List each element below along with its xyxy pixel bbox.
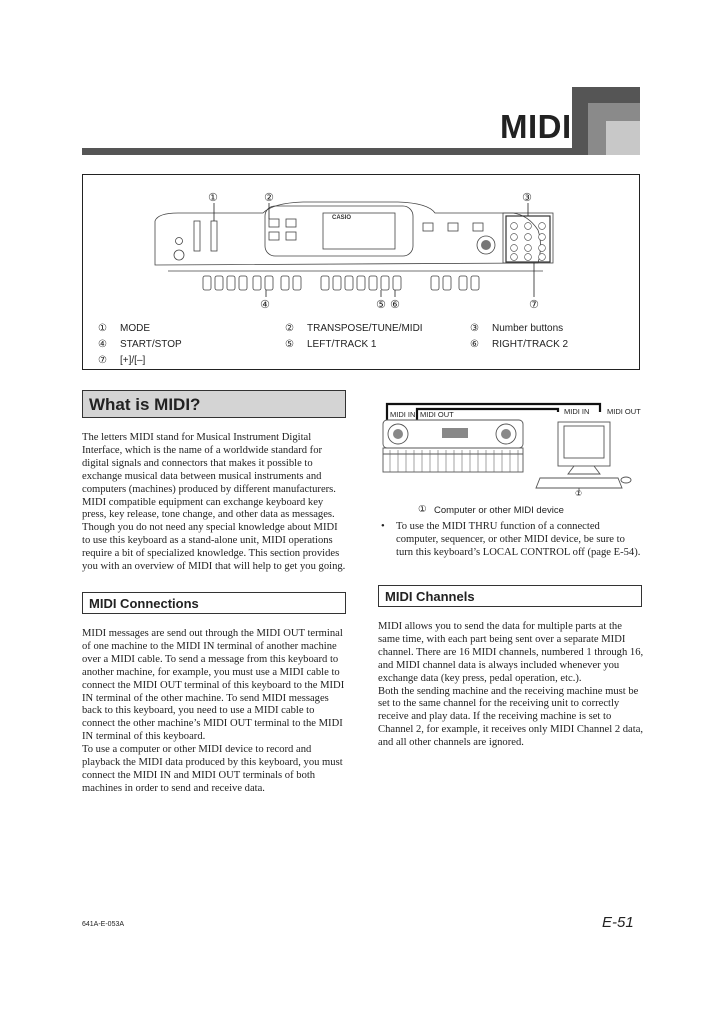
corner-decoration-light [606,121,640,155]
legend-num: ② [285,323,294,334]
legend-num: ③ [470,323,479,334]
section-heading-midi-connections: MIDI Connections [82,592,346,614]
legend-label: [+]/[–] [120,355,146,366]
computer-midi-in-label: MIDI IN [564,407,590,416]
what-is-midi-text: The letters MIDI stand for Musical Instrument Digital Interface, which is the name of a worldwide standard for digital signals and connectors that makes it possible to exchange musical data between musical instruments and computers (machines) produced by different manufacturers. MIDI compatible equipment can exchange keyboard key press, key release, tone change, and other data as messages. Though you do not need any special knowledge about MIDI to use this keyboard as a stand-alone unit, MIDI operations require a bit of specialized knowledge. This section provides you with an overview of MIDI that will help to get you going. [82,432,346,573]
caption-num: ① [418,504,427,515]
legend-label: MODE [120,323,150,334]
legend-label: LEFT/TRACK 1 [307,339,377,350]
legend-num: ⑤ [285,339,294,350]
diagram-callout-1: ① [575,489,583,498]
legend-num: ⑦ [98,355,107,366]
section-heading-midi-channels: MIDI Channels [378,585,642,607]
header-rule [82,148,574,155]
casio-logo: CASIO [332,215,352,221]
section-heading-what-is-midi: What is MIDI? [82,390,346,418]
callout-1: ① [208,191,218,204]
midi-thru-note: To use the MIDI THRU function of a connected computer, sequencer, or other MIDI device, be sure to turn this keyboard’s LOCAL CONTROL off (page E-54). [396,521,641,558]
page-number: E-51 [602,914,634,931]
callout-7: ⑦ [529,298,539,311]
callout-3: ③ [522,191,532,204]
legend-label: Number buttons [492,323,564,334]
bullet-mark: • [381,521,385,532]
callout-4: ④ [260,298,270,311]
keyboard-midi-out-label: MIDI OUT [420,410,454,419]
legend-num: ⑥ [470,339,479,350]
midi-channels-text: MIDI allows you to send the data for multiple parts at the same time, with each part being sent over a separate MIDI channel. There are 16 MIDI channels, numbered 1 through 16, and MIDI channel data is always included whenever you exchange data (key press, pedal operation, etc.). Both the sending machine and the receiving machine must be set to the same channel for the receiving unit to correctly receive and play data. If the receiving machine is set to Channel 2, for example, it receives only MIDI Channel 2 data, and all other channels are ignored. [378,621,644,749]
diagram-caption: Computer or other MIDI device [434,505,564,516]
callout-5: ⑤ [376,298,386,311]
legend-label: RIGHT/TRACK 2 [492,339,569,350]
document-code: 641A-E-053A [82,921,125,928]
legend-num: ① [98,323,107,334]
page-title: MIDI [500,108,572,145]
computer-midi-out-label: MIDI OUT [607,407,641,416]
keyboard-panel-illustration [83,175,639,315]
legend-label: TRANSPOSE/TUNE/MIDI [307,323,423,334]
keyboard-midi-in-label: MIDI IN [390,410,416,419]
legend-num: ④ [98,339,107,350]
callout-6: ⑥ [390,298,400,311]
midi-connections-text: MIDI messages are send out through the MIDI OUT terminal of one machine to the MIDI IN terminal of another machine over a MIDI cable. To send a message from this keyboard to another machine, for example, you must use a MIDI cable to connect the MIDI OUT terminal of this keyboard to the MIDI IN terminal of the other machine. To send MIDI messages back to this keyboard, you need to use a MIDI cable to connect the other machine’s MIDI OUT terminal to the MIDI IN terminal of this keyboard. To use a computer or other MIDI device to record and playback the MIDI data produced by this keyboard, you must connect the MIDI IN and MIDI OUT terminals of both machines in order to send and receive data. [82,628,345,794]
legend-label: START/STOP [120,339,182,350]
midi-connection-diagram [378,398,642,498]
callout-2: ② [264,191,274,204]
